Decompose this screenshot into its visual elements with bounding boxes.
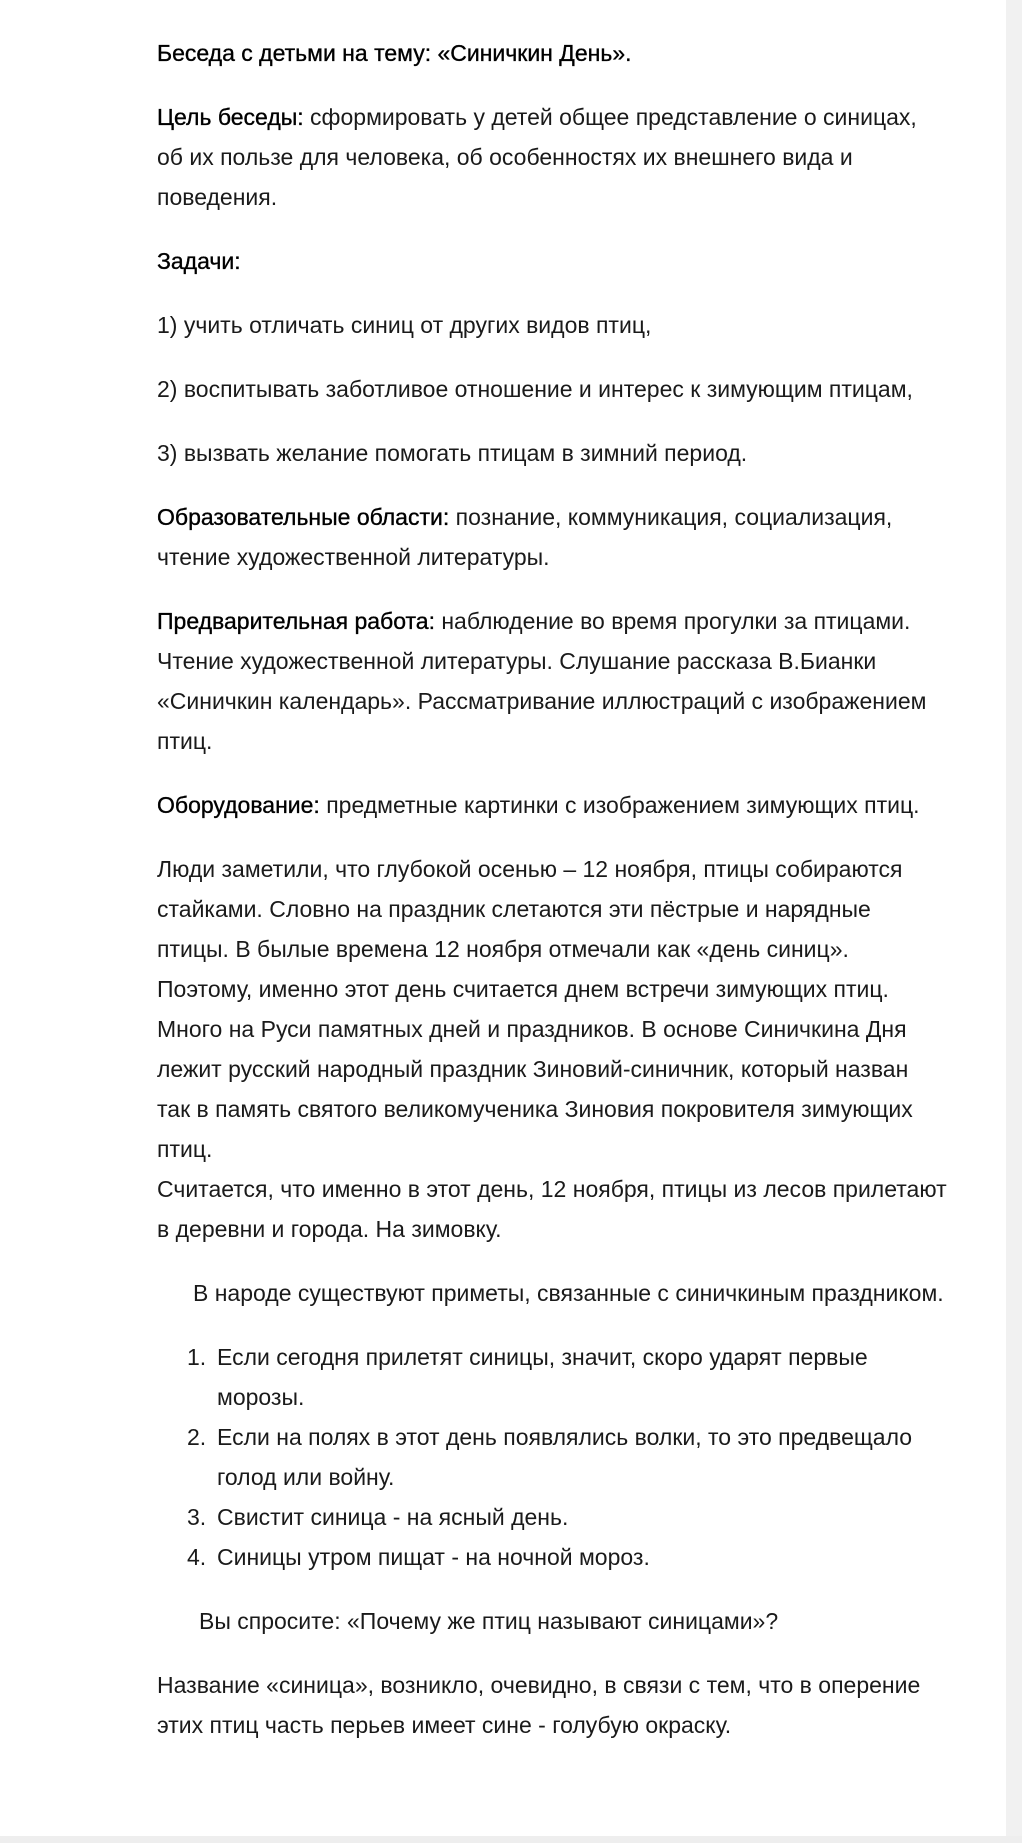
- prework-label: Предварительная работа:: [157, 608, 435, 634]
- equipment-label: Оборудование:: [157, 792, 320, 818]
- equipment-text: предметные картинки с изображением зимующих птиц.: [319, 792, 920, 818]
- body-paragraph-name: Название «синица», возникло, очевидно, в связи с тем, что в оперение этих птиц часть перьев имеет сине - голубую окраску.: [157, 1672, 921, 1738]
- task-item: 2) воспитывать заботливое отношение и интерес к зимующим птицам,: [157, 376, 913, 402]
- list-item: 2. Если на полях в этот день появлялись волки, то это предвещало голод или войну.: [187, 1424, 913, 1490]
- areas-paragraph: [157, 497, 947, 577]
- question-paragraph: Вы спросите: «Почему же птиц называют синицами»?: [199, 1608, 779, 1634]
- tasks-heading: Задачи:: [157, 248, 241, 274]
- goal-label: Цель беседы:: [157, 104, 304, 130]
- prework-paragraph: [157, 601, 947, 761]
- body-paragraph-believed: Считается, что именно в этот день, 12 ноября, птицы из лесов прилетают в деревни и города. На зимовку.: [157, 1176, 947, 1242]
- task-item: 3) вызвать желание помогать птицам в зимний период.: [157, 440, 748, 466]
- document-title: Беседа с детьми на тему: «Синичкин День».: [157, 40, 632, 66]
- goal-text: сформировать у детей общее представление о синицах, об их пользе для человека, об особенностях их внешнего вида и поведения.: [157, 104, 917, 210]
- equipment-paragraph: [157, 785, 947, 825]
- page-bottom-edge: [0, 1836, 1022, 1843]
- prework-text: наблюдение во время прогулки за птицами. Чтение художественной литературы. Слушание рассказа В.Бианки «Синичкин календарь». Рассматривание иллюстраций с изображением птиц.: [157, 608, 927, 754]
- signs-list: [157, 1337, 947, 1577]
- list-item: 4. Синицы утром пищат - на ночной мороз.: [187, 1544, 650, 1570]
- list-item: 1. Если сегодня прилетят синицы, значит, скоро ударят первые морозы.: [187, 1344, 868, 1410]
- document-content: [157, 33, 947, 1769]
- list-item: 3. Свистит синица - на ясный день.: [187, 1504, 569, 1530]
- areas-text: познание, коммуникация, социализация, чтение художественной литературы.: [157, 504, 893, 570]
- areas-label: Образовательные области:: [157, 504, 450, 530]
- task-item: 1) учить отличать синиц от других видов птиц,: [157, 312, 652, 338]
- signs-intro-paragraph: В народе существуют приметы, связанные с синичкиным праздником.: [193, 1280, 944, 1306]
- page-gutter: [1006, 0, 1022, 1843]
- body-paragraph-people: Люди заметили, что глубокой осенью – 12 ноября, птицы собираются стайками. Словно на праздник слетаются эти пёстрые и нарядные птицы. В былые времена 12 ноября отмечали как «день синиц». Поэтому, именно этот день считается днем встречи зимующих птиц. Много на Руси памятных дней и праздников. В основе Синичкина Дня лежит русский народный праздник Зиновий-синичник, который назван так в память святого великомученика Зиновия покровителя зимующих птиц.: [157, 856, 913, 1162]
- goal-paragraph: [157, 97, 947, 217]
